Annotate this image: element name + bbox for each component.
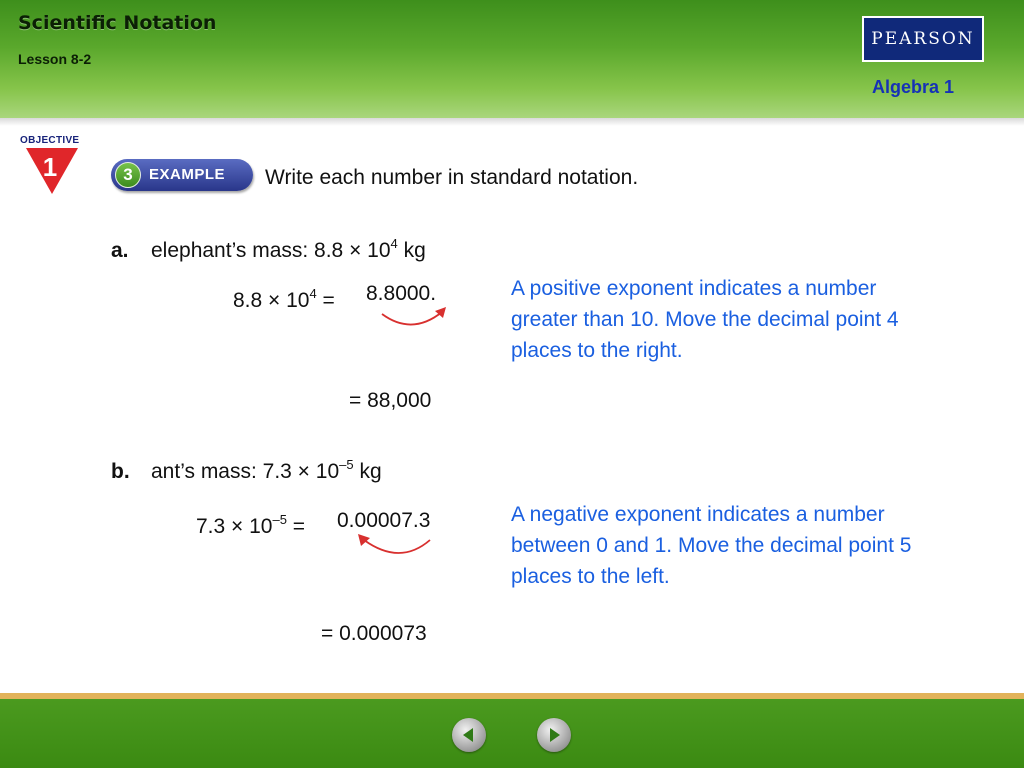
part-b-work-expression [196, 512, 306, 539]
part-a-result: = 88,000 [349, 389, 432, 412]
part-b-prompt-base: ant’s mass: 7.3 × 10 [151, 460, 340, 483]
pearson-logo: PEARSON [862, 16, 984, 62]
objective-label: OBJECTIVE [20, 135, 80, 146]
part-a-work-expression [233, 286, 335, 313]
objective-badge-icon [26, 148, 78, 194]
part-b-prompt [151, 457, 382, 484]
part-b-prompt-exponent: –5 [339, 457, 354, 472]
part-a-prompt-base: elephant’s mass: 8.8 × 10 [151, 239, 391, 262]
part-b-left-arrow-icon [352, 528, 436, 560]
lesson-label: Lesson 8-2 [18, 51, 92, 67]
part-b-letter: b. [111, 460, 130, 483]
part-a-right-arrow-icon [378, 302, 452, 332]
part-b-explanation: A negative exponent indicates a number between 0 and 1. Move the decimal point 5 places to the left. [511, 503, 912, 588]
arrow-right-icon [544, 725, 564, 745]
part-a-work-exponent: 4 [309, 286, 317, 301]
example-label: EXAMPLE [149, 166, 226, 183]
example-instruction: Write each number in standard notation. [265, 166, 639, 189]
part-a-work-equals: = [316, 289, 335, 312]
arrow-left-icon [459, 725, 479, 745]
page-title: Scientific Notation [18, 12, 217, 34]
part-b-shifted-number: 0.00007.3 [337, 509, 431, 532]
part-a-explanation: A positive exponent indicates a number greater than 10. Move the decimal point 4 places to the right. [511, 277, 899, 362]
next-slide-button[interactable] [537, 718, 571, 752]
part-a-prompt-exponent: 4 [390, 236, 398, 251]
part-a-prompt [151, 236, 426, 263]
objective-number: 1 [42, 152, 58, 182]
example-badge [111, 159, 253, 191]
course-label: Algebra 1 [872, 77, 955, 97]
footer-bar [0, 699, 1024, 768]
previous-slide-button[interactable] [452, 718, 486, 752]
part-a-work-base: 8.8 × 10 [233, 289, 310, 312]
part-a-prompt-unit: kg [397, 239, 426, 262]
part-b-work-base: 7.3 × 10 [196, 515, 273, 538]
part-b-result: = 0.000073 [321, 622, 427, 645]
part-b-prompt-unit: kg [353, 460, 382, 483]
part-a-letter: a. [111, 239, 129, 262]
example-number: 3 [115, 162, 141, 188]
part-a-shifted-number: 8.8000. [366, 282, 437, 305]
part-b-work-equals: = [286, 515, 306, 538]
part-b-work-exponent: –5 [272, 512, 287, 527]
header-shadow [0, 118, 1024, 126]
